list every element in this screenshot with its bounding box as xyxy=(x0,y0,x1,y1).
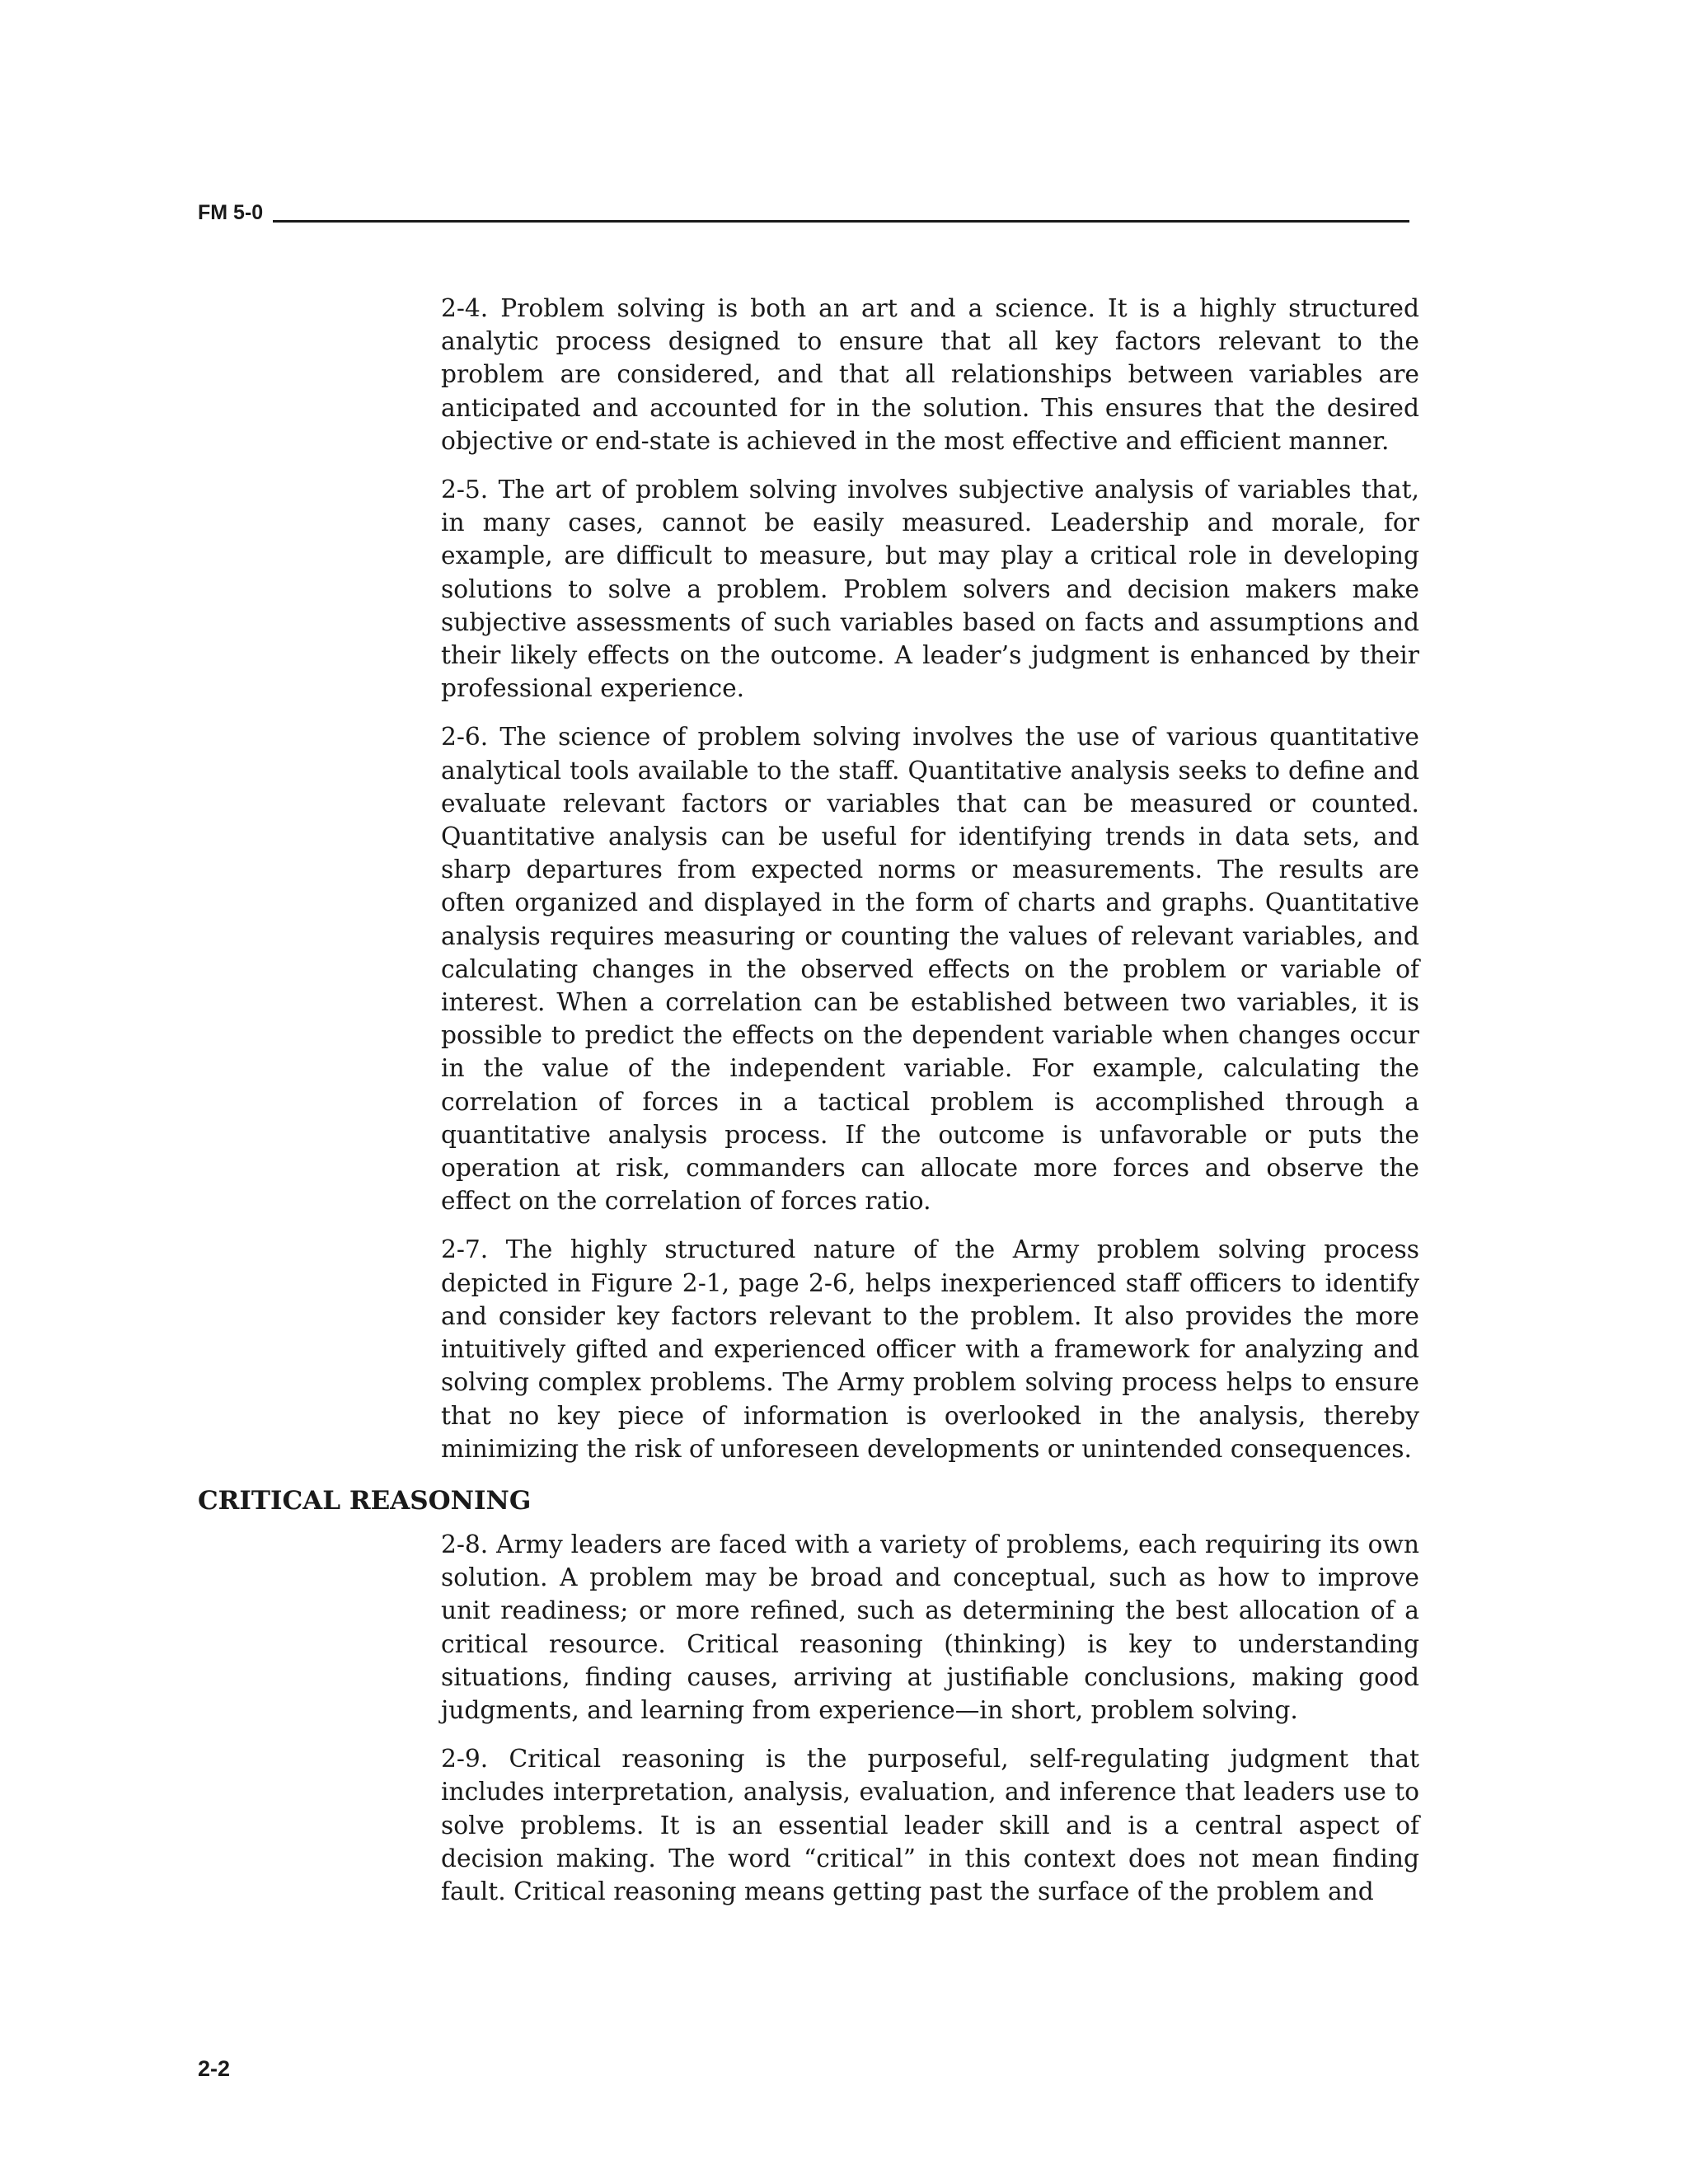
body-text-block xyxy=(441,293,1419,1482)
paragraph-2-6: 2-6. The science of problem solving involves the use of various quantitative analytical tools available to the staff. Quantitative analysis seeks to define and evaluate relevant factors or variables that can be measured or counted. Quantitative analysis can be useful for identifying trends in data sets, and sharp departures from expected norms or measurements. The results are often organized and displayed in the form of charts and graphs. Quantitative analysis requires measuring or counting the values of relevant variables, and calculating changes in the observed effects on the problem or variable of interest. When a correlation can be established between two variables, it is possible to predict the effects on the dependent variable when changes occur in the value of the independent variable. For example, calculating the correlation of forces in a tactical problem is accomplished through a quantitative analysis process. If the outcome is unfavorable or puts the operation at risk, commanders can allocate more forces and observe the effect on the correlation of forces ratio. xyxy=(441,723,1419,1216)
paragraph-2-4: 2-4. Problem solving is both an art and a science. It is a highly structured analytic process designed to ensure that all key factors relevant to the problem are considered, and that all relationships between variables are anticipated and accounted for in the solution. This ensures that the desired objective or end-state is achieved in the most effective and efficient manner. xyxy=(441,294,1419,456)
document-id-label: FM 5-0 xyxy=(198,201,264,224)
running-header xyxy=(198,200,1409,225)
page-number: 2-2 xyxy=(198,2056,231,2081)
paragraph-2-7: 2-7. The highly structured nature of the Army problem solving process depicted in Figure 2-1, page 2-6, helps inexperienced staff officers to identify and consider key factors relevant to the problem. It also provides the more intuitively gifted and experienced officer with a framework for analyzing and solving complex problems. The Army problem solving process helps to ensure that no key piece of information is overlooked in the analysis, thereby minimizing the risk of unforeseen developments or unintended consequences. xyxy=(441,1235,1419,1464)
section-heading: CRITICAL REASONING xyxy=(198,1486,532,1516)
paragraph-2-8: 2-8. Army leaders are faced with a variety of problems, each requiring its own solution. A problem may be broad and conceptual, such as how to improve unit readiness; or more refined, such as determining the best allocation of a critical resource. Critical reasoning (thinking) is key to understanding situations, finding causes, arriving at justifiable conclusions, making good judgments, and learning from experience—in short, problem solving. xyxy=(441,1530,1419,1726)
paragraph-2-9: 2-9. Critical reasoning is the purposeful, self-regulating judgment that includes interpretation, analysis, evaluation, and inference that leaders use to solve problems. It is an essential leader skill and is a central aspect of decision making. The word “critical” in this context does not mean finding fault. Critical reasoning means getting past the surface of the problem and xyxy=(441,1745,1419,1907)
section-body-text-block xyxy=(441,1529,1419,1924)
header-rule xyxy=(273,220,1409,223)
paragraph-2-5: 2-5. The art of problem solving involves subjective analysis of variables that, in many cases, cannot be easily measured. Leadership and morale, for example, are difficult to measure, but may play a critical role in developing solutions to solve a problem. Problem solvers and decision makers make subjective assessments of such variables based on facts and assumptions and their likely effects on the outcome. A leader’s judgment is enhanced by their professional experience. xyxy=(441,476,1419,704)
